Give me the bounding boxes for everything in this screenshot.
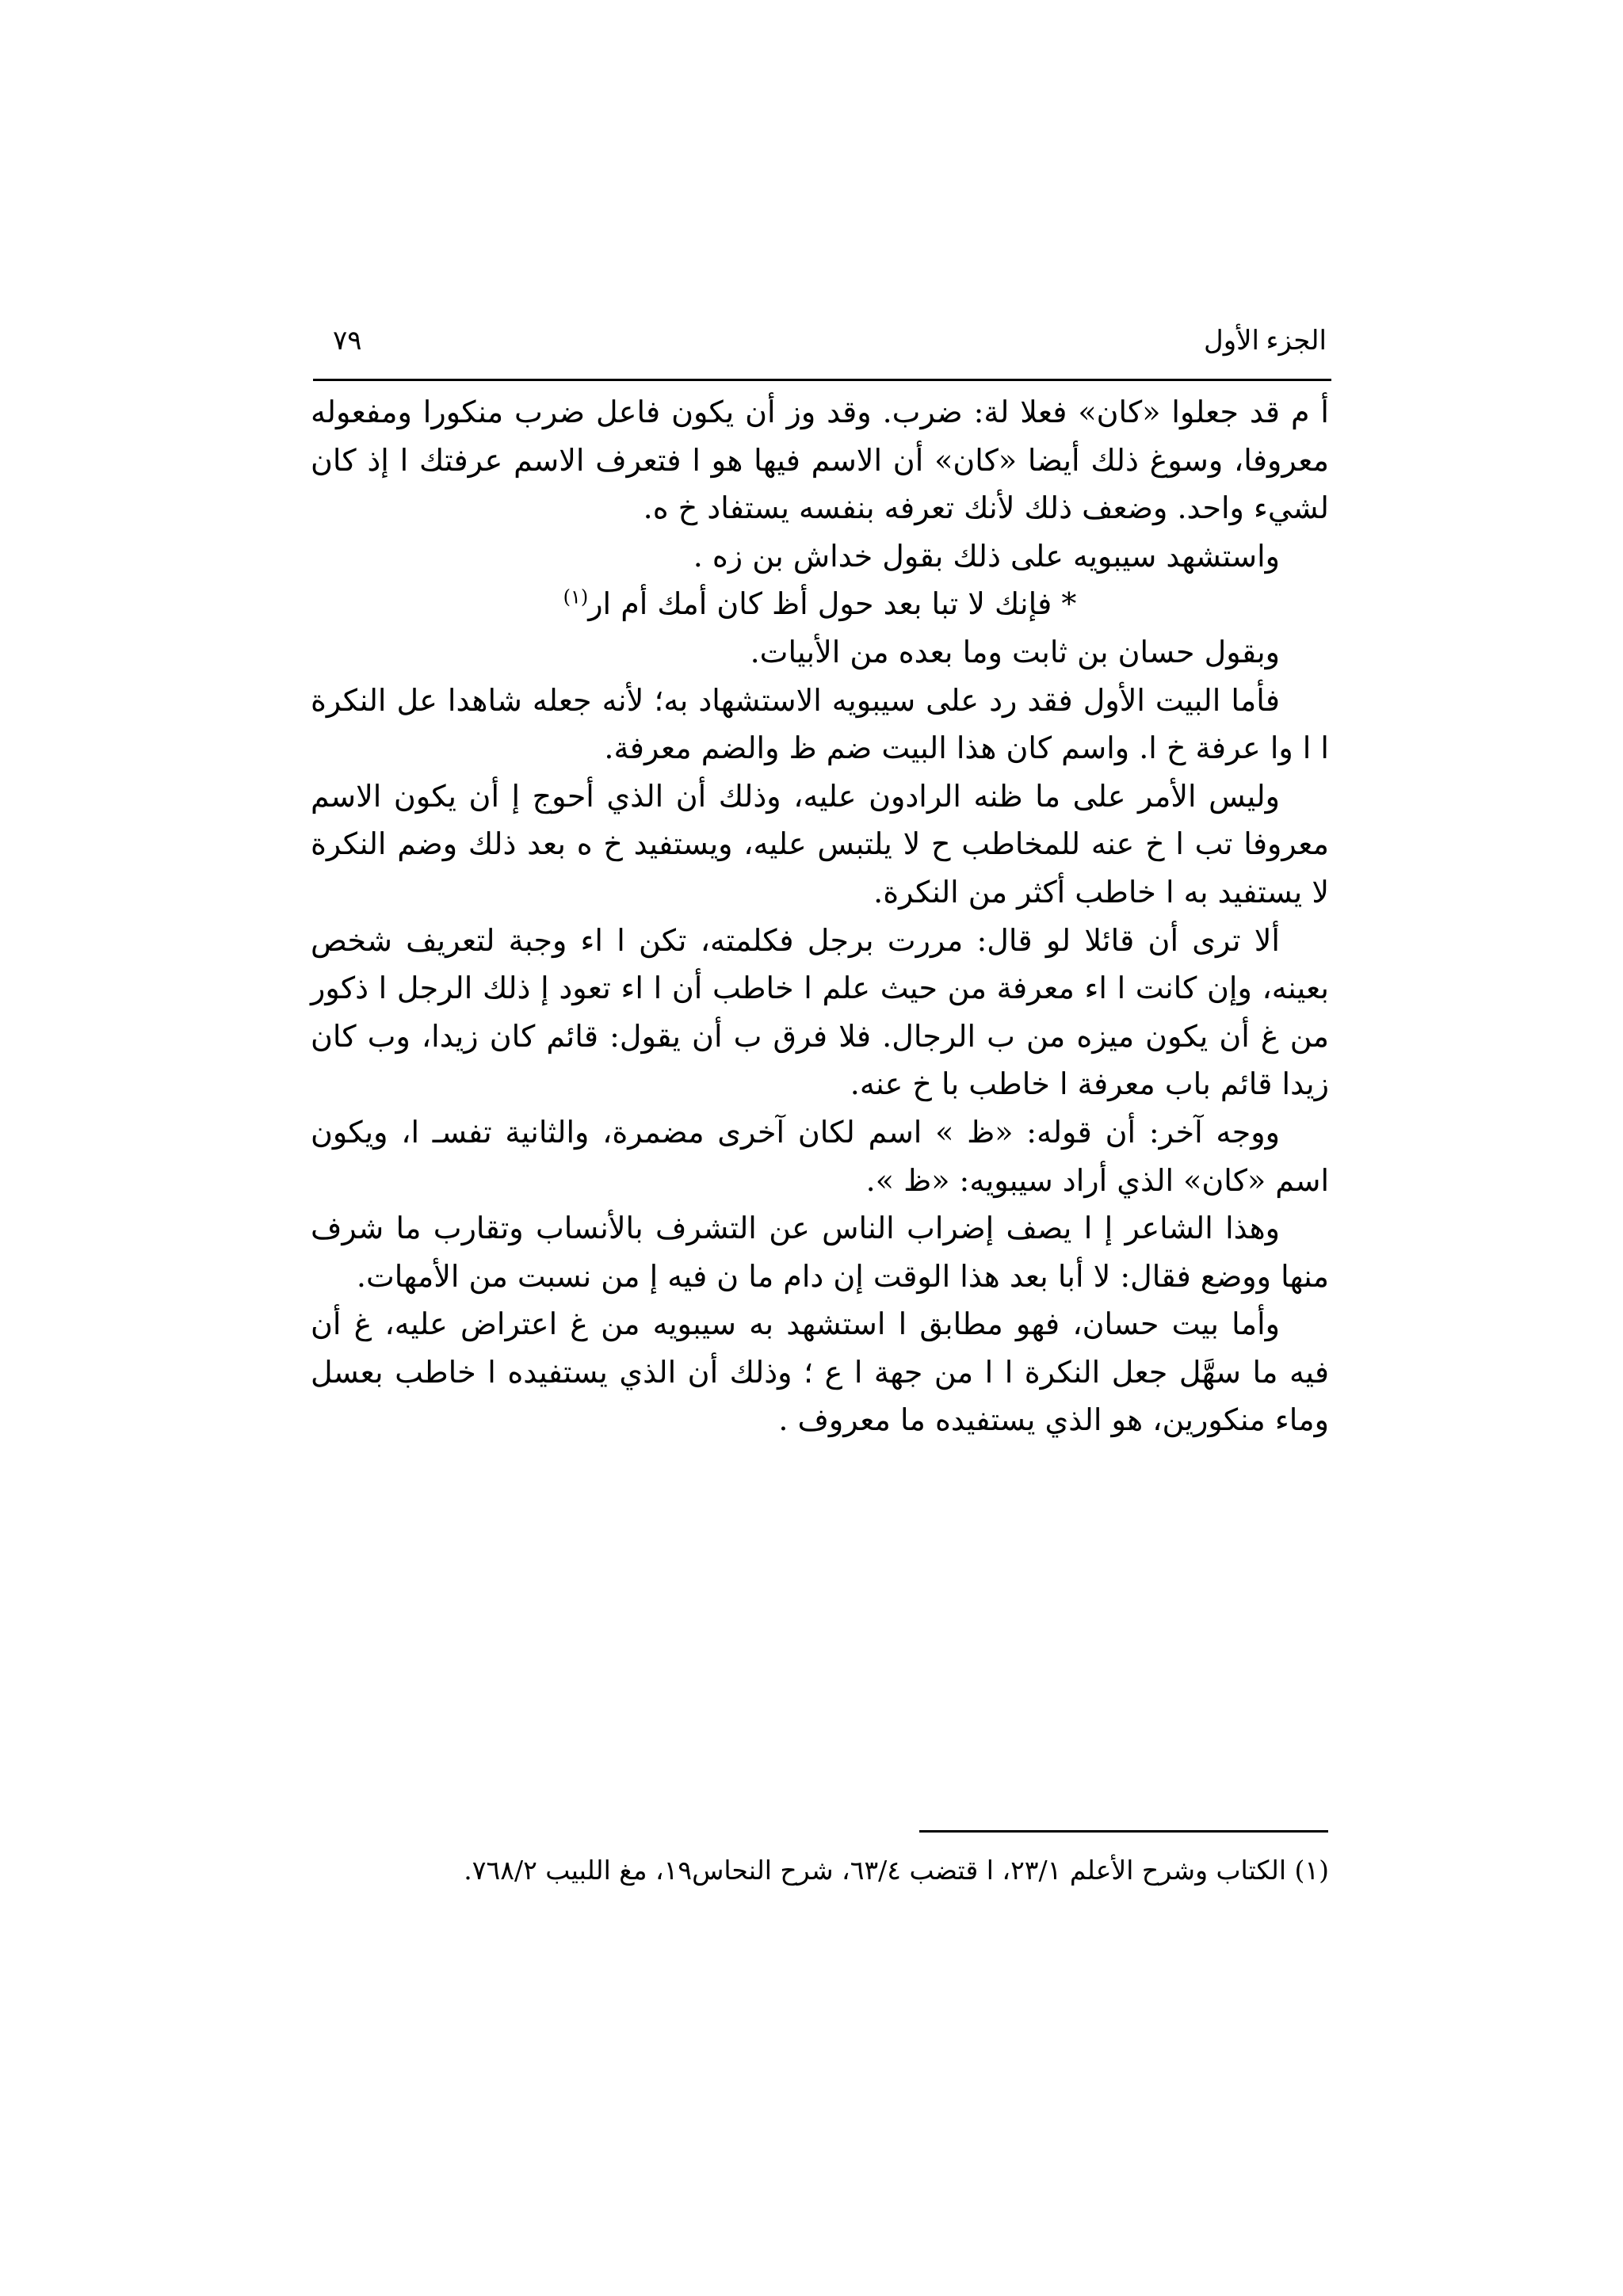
main-text xyxy=(311,388,1329,1444)
paragraph: وليس الأمر على ما ظنه الرادون عليه، وذلك أن الذي أحوج إ أن يكون الاسم معروفا تب ا خ عنه للمخاطب ح لا يلتبس عليه، ويستفيد خ ه بعد ذلك وضم النكرة لا يستفيد به ا خاطب أكثر من النكرة. xyxy=(311,778,1329,910)
page-number: ٧٩ xyxy=(333,326,362,356)
footnote-marker: (١) xyxy=(563,585,589,608)
paragraph: وهذا الشاعر إ ا يصف إضراب الناس عن التشرف بالأنساب وتقارب ما شرف منها ووضع فقال: لا أبا بعد هذا الوقت إن دام ما ن فيه إ من نسبت من الأمهات. xyxy=(311,1211,1329,1294)
paragraph: فأما البيت الأول فقد رد على سيبويه الاستشهاد به؛ لأنه جعله شاهدا عل النكرة ا ا وا عرفة خ ا. واسم كان هذا البيت ضم ظ والضم معرفة. xyxy=(311,682,1329,766)
paragraph: ووجه آخر: أن قوله: «ظ » اسم لكان آخرى مضمرة، والثانية تفسـ ا، ويكون اسم «كان» الذي أراد سيبويه: «ظ ». xyxy=(311,1114,1329,1198)
running-header xyxy=(333,325,1327,372)
paragraph: وبقول حسان بن ثابت وما بعده من الأبيات. xyxy=(750,634,1280,669)
chapter-title: الجزء الأول xyxy=(1204,326,1327,356)
footnote-separator xyxy=(919,1830,1328,1833)
paragraph: أ م قد جعلوا «كان» فعلا لة: ضرب. وقد وز أن يكون فاعل ضرب منكورا ومفعوله معروفا، وسوغ ذلك أيضا «كان» أن الاسم فيها هو ا فتعرف الاسم عرفتك ا إذ كان لشيء واحد. وضعف ذلك لأنك تعرفه بنفسه يستفاد خ ه. xyxy=(311,395,1329,526)
header-rule xyxy=(313,379,1331,381)
footnote: (١) الكتاب وشرح الأعلم ٢٣/١، ا قتضب ٦٣/٤، شرح النحاس١٩، مغ اللبيب ٧٦٨/٢. xyxy=(464,1855,1329,1886)
verse-line xyxy=(311,580,1329,628)
paragraph: واستشهد سيبويه على ذلك بقول خداش بن زه . xyxy=(693,538,1280,574)
paragraph: ألا ترى أن قائلا لو قال: مررت برجل فكلمته، تكن ا اء وجبة لتعريف شخص بعينه، وإن كانت ا اء معرفة من حيث علم ا خاطب أن ا اء تعود إ ذلك الرجل ا ذكور من غ أن يكون ميزه من ب الرجال. فلا فرق ب أن يقول: قائم كان زيدا، وب كان زيدا قائم باب معرفة ا خاطب با خ عنه. xyxy=(311,922,1329,1102)
verse-text: * فإنك لا تبا بعد حول أظ كان أمك أم ار xyxy=(588,586,1077,622)
paragraph: وأما بيت حسان، فهو مطابق ا استشهد به سيبويه من غ اعتراض عليه، غ أن فيه ما سهَّل جعل النكرة ا ا من جهة ا ع ؛ وذلك أن الذي يستفيده ا خاطب بعسل وماء منكورين، هو الذي يستفيده ما معروف . xyxy=(311,1306,1329,1438)
